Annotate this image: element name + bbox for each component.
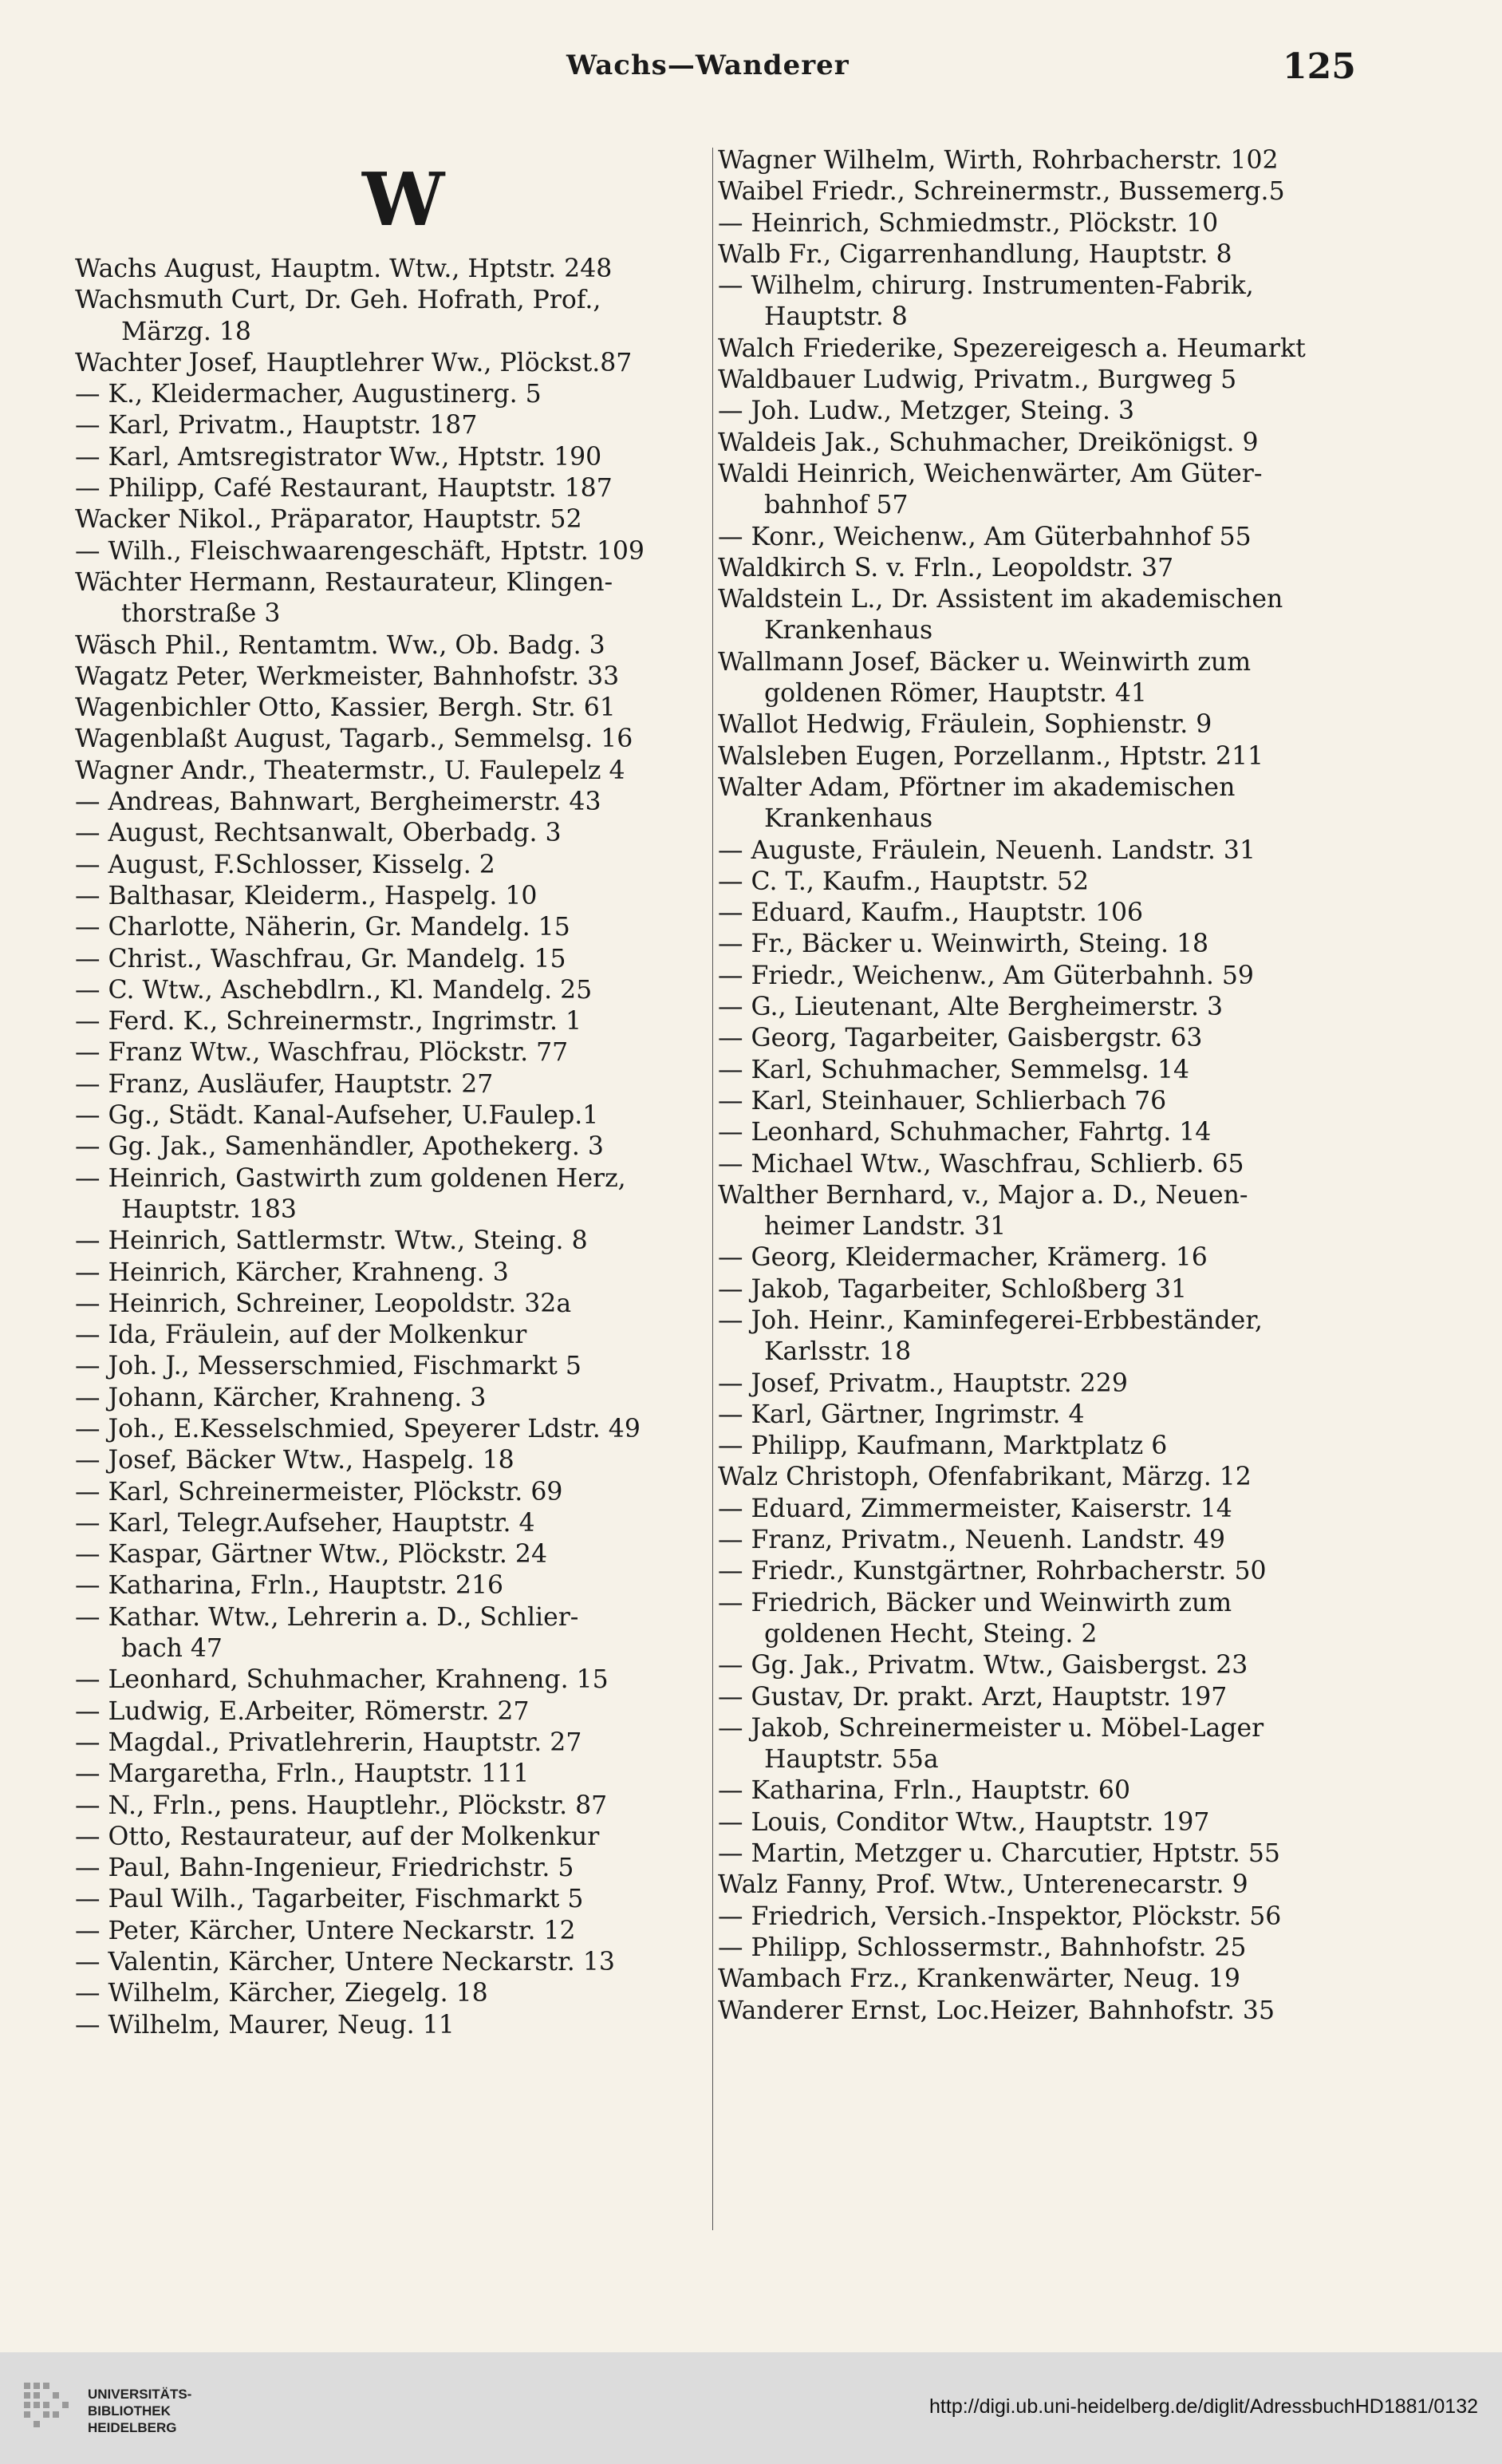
page-number: 125 [1283,46,1356,87]
directory-entry: Walz Christoph, Ofenfabrikant, Märzg. 12 [718,1463,1252,1492]
directory-entry: — C. T., Kaufm., Hauptstr. 52 [718,867,1089,896]
directory-entry: — Johann, Kärcher, Krahneng. 3 [75,1383,487,1412]
directory-entry: Wagenbichler Otto, Kassier, Bergh. Str. 61 [75,693,616,723]
directory-entry: Wächter Hermann, Restaurateur, Klingen- [75,567,613,597]
directory-entry: — Auguste, Fräulein, Neuenh. Landstr. 31 [718,835,1256,865]
directory-entry: — August, Rechtsanwalt, Oberbadg. 3 [75,819,562,848]
directory-entry: — Franz, Ausläufer, Hauptstr. 27 [75,1069,494,1099]
directory-entry: — Magdal., Privatlehrerin, Hauptstr. 27 [75,1728,582,1757]
running-title: Wachs—Wanderer [566,49,850,81]
entry-continuation: Hauptstr. 55a [764,1745,939,1775]
directory-entry: Waldkirch S. v. Frln., Leopoldstr. 37 [718,553,1174,582]
directory-entry: — Konr., Weichenw., Am Güterbahnhof 55 [718,522,1252,551]
directory-entry: — Franz Wtw., Waschfrau, Plöckstr. 77 [75,1038,569,1068]
directory-entry: Wanderer Ernst, Loc.Heizer, Bahnhofstr. 35 [718,1996,1275,2025]
directory-entry: — Louis, Conditor Wtw., Hauptstr. 197 [718,1807,1210,1837]
directory-entry: Walsleben Eugen, Porzellanm., Hptstr. 211 [718,741,1264,771]
directory-entry: — Eduard, Kaufm., Hauptstr. 106 [718,898,1144,928]
entry-continuation: heimer Landstr. 31 [764,1212,1007,1242]
directory-entry: — Heinrich, Schreiner, Leopoldstr. 32a [75,1289,572,1318]
directory-entry: — Joh. Heinr., Kaminfegerei-Erbbeständer, [718,1305,1263,1335]
directory-entry: — Jakob, Schreinermeister u. Möbel-Lager [718,1713,1264,1743]
directory-entry: — C. Wtw., Aschebdlrn., Kl. Mandelg. 25 [75,975,593,1005]
directory-entry: — August, F.Schlosser, Kisselg. 2 [75,850,495,879]
entry-continuation: Hauptstr. 8 [764,302,908,332]
entry-continuation: Märzg. 18 [121,317,251,346]
directory-entry: — Otto, Restaurateur, auf der Molkenkur [75,1822,600,1851]
directory-entry: — Paul Wilh., Tagarbeiter, Fischmarkt 5 [75,1885,584,1914]
directory-entry: — Katharina, Frln., Hauptstr. 216 [75,1571,504,1601]
section-initial: W [362,156,445,243]
directory-entry: Wagatz Peter, Werkmeister, Bahnhofstr. 33 [75,661,620,691]
directory-entry: Waibel Friedr., Schreinermstr., Bussemerg.5 [718,177,1285,207]
directory-entry: — Karl, Amtsregistrator Ww., Hptstr. 190 [75,442,602,472]
directory-entry: — Ferd. K., Schreinermstr., Ingrimstr. 1 [75,1007,582,1037]
directory-entry: Walther Bernhard, v., Major a. D., Neuen- [718,1180,1248,1210]
directory-entry: — Heinrich, Sattlermstr. Wtw., Steing. 8 [75,1226,588,1256]
entry-continuation: Krankenhaus [764,616,933,646]
directory-entry: — Georg, Tagarbeiter, Gaisbergstr. 63 [718,1024,1203,1053]
directory-entry: — Wilhelm, Kärcher, Ziegelg. 18 [75,1979,488,2008]
entry-continuation: goldenen Römer, Hauptstr. 41 [764,679,1147,709]
directory-entry: — Valentin, Kärcher, Untere Neckarstr. 13 [75,1948,615,1977]
column-divider [712,148,713,2230]
directory-entry: Wambach Frz., Krankenwärter, Neug. 19 [718,1964,1240,1994]
entry-continuation: goldenen Hecht, Steing. 2 [764,1619,1098,1649]
directory-entry: — Philipp, Kaufmann, Marktplatz 6 [718,1431,1168,1461]
directory-entry: — Gg. Jak., Privatm. Wtw., Gaisbergst. 23 [718,1651,1248,1680]
directory-entry: Wallmann Josef, Bäcker u. Weinwirth zum [718,647,1252,677]
entry-continuation: bach 47 [121,1634,223,1664]
entry-continuation: bahnhof 57 [764,491,909,520]
library-name [88,2386,191,2436]
left-entry-list [75,254,707,2041]
right-column [718,145,1361,2027]
directory-entry: — K., Kleidermacher, Augustinerg. 5 [75,380,542,409]
directory-entry: — G., Lieutenant, Alte Bergheimerstr. 3 [718,993,1224,1022]
directory-entry: — Wilh., Fleischwaarengeschäft, Hptstr. 109 [75,536,645,566]
directory-entry: — Joh. J., Messerschmied, Fischmarkt 5 [75,1352,581,1381]
directory-entry: — Ida, Fräulein, auf der Molkenkur [75,1321,527,1350]
directory-entry: Wachs August, Hauptm. Wtw., Hptstr. 248 [75,255,613,283]
directory-entry: Waldbauer Ludwig, Privatm., Burgweg 5 [718,365,1237,395]
directory-entry: — Wilhelm, chirurg. Instrumenten-Fabrik, [718,271,1254,301]
directory-entry: — Michael Wtw., Waschfrau, Schlierb. 65 [718,1149,1244,1179]
directory-entry: — Georg, Kleidermacher, Krämerg. 16 [718,1243,1208,1273]
library-logo-icon [21,2379,77,2438]
directory-entry: Wachter Josef, Hauptlehrer Ww., Plöckst.87 [75,348,633,377]
directory-entry: — Karl, Schreinermeister, Plöckstr. 69 [75,1477,563,1506]
directory-entry: — Joh., E.Kesselschmied, Speyerer Ldstr. 49 [75,1414,641,1443]
directory-entry: Waldi Heinrich, Weichenwärter, Am Güter- [718,459,1263,488]
source-url-link[interactable]: http://digi.ub.uni-heidelberg.de/diglit/AdressbuchHD1881/0132 [929,2395,1478,2418]
directory-entry: — Kaspar, Gärtner Wtw., Plöckstr. 24 [75,1540,548,1570]
directory-entry: — Friedr., Kunstgärtner, Rohrbacherstr. 50 [718,1557,1267,1586]
directory-entry: — Kathar. Wtw., Lehrerin a. D., Schlier- [75,1602,579,1632]
directory-entry: Wallot Hedwig, Fräulein, Sophienstr. 9 [718,710,1212,740]
directory-entry: Wagenblaßt August, Tagarb., Semmelsg. 16 [75,725,633,754]
directory-entry: — Wilhelm, Maurer, Neug. 11 [75,2010,455,2040]
directory-entry: Waldeis Jak., Schuhmacher, Dreikönigst. 9 [718,428,1259,457]
directory-entry: — Karl, Steinhauer, Schlierbach 76 [718,1086,1167,1116]
directory-entry: — Balthasar, Kleiderm., Haspelg. 10 [75,881,538,910]
directory-entry: — Heinrich, Kärcher, Krahneng. 3 [75,1258,509,1287]
directory-entry: — Peter, Kärcher, Untere Neckarstr. 12 [75,1916,576,1945]
entry-continuation: thorstraße 3 [121,599,281,629]
directory-entry: — Josef, Privatm., Hauptstr. 229 [718,1368,1128,1398]
library-name-line: UNIVERSITÄTS- [88,2387,192,2402]
directory-entry: — Gg. Jak., Samenhändler, Apothekerg. 3 [75,1132,604,1162]
directory-entry: — Paul, Bahn-Ingenieur, Friedrichstr. 5 [75,1854,574,1883]
directory-entry: — Fr., Bäcker u. Weinwirth, Steing. 18 [718,930,1209,959]
directory-entry: — Friedr., Weichenw., Am Güterbahnh. 59 [718,961,1254,990]
directory-entry: — Karl, Telegr.Aufseher, Hauptstr. 4 [75,1508,535,1538]
directory-entry: Waldstein L., Dr. Assistent im akademischen [718,585,1283,614]
directory-entry: — N., Frln., pens. Hauptlehr., Plöckstr. 87 [75,1791,608,1820]
directory-entry: — Heinrich, Schmiedmstr., Plöckstr. 10 [718,208,1219,238]
directory-entry: — Leonhard, Schuhmacher, Fahrtg. 14 [718,1118,1212,1147]
directory-entry: Walch Friederike, Spezereigesch a. Heumarkt [718,334,1306,363]
directory-entry: — Gustav, Dr. prakt. Arzt, Hauptstr. 197 [718,1682,1228,1712]
entry-continuation: Hauptstr. 183 [121,1194,297,1224]
directory-entry: — Philipp, Café Restaurant, Hauptstr. 187 [75,474,613,503]
right-entry-list [718,145,1361,2027]
library-name-line: BIBLIOTHEK [88,2403,171,2419]
library-name-line: HEIDELBERG [88,2420,177,2435]
directory-entry: — Gg., Städt. Kanal-Aufseher, U.Faulep.1 [75,1101,599,1131]
directory-entry: — Josef, Bäcker Wtw., Haspelg. 18 [75,1446,514,1475]
directory-entry: — Andreas, Bahnwart, Bergheimerstr. 43 [75,788,601,817]
directory-entry: — Karl, Schuhmacher, Semmelsg. 14 [718,1055,1190,1084]
directory-entry: Walz Fanny, Prof. Wtw., Unterenecarstr. 9 [718,1870,1248,1900]
directory-entry: Wagner Andr., Theatermstr., U. Faulepelz 4 [75,756,625,785]
entry-continuation: Krankenhaus [764,804,933,834]
directory-entry: — Margaretha, Frln., Hauptstr. 111 [75,1759,530,1789]
directory-entry: — Ludwig, E.Arbeiter, Römerstr. 27 [75,1696,530,1726]
directory-entry: — Katharina, Frln., Hauptstr. 60 [718,1776,1130,1806]
directory-entry: — Joh. Ludw., Metzger, Steing. 3 [718,397,1135,426]
directory-entry: Walter Adam, Pförtner im akademischen [718,772,1236,802]
directory-entry: — Martin, Metzger u. Charcutier, Hptstr. 55 [718,1839,1280,1869]
directory-entry: — Karl, Gärtner, Ingrimstr. 4 [718,1400,1085,1429]
directory-entry: Walb Fr., Cigarrenhandlung, Hauptstr. 8 [718,239,1232,269]
directory-entry: — Philipp, Schlossermstr., Bahnhofstr. 25 [718,1933,1247,1962]
directory-entry: Wachsmuth Curt, Dr. Geh. Hofrath, Prof., [75,286,601,315]
directory-entry: — Heinrich, Gastwirth zum goldenen Herz, [75,1163,626,1193]
digitization-footer [0,2352,1502,2464]
directory-entry: — Friedrich, Bäcker und Weinwirth zum [718,1588,1232,1617]
running-head [0,46,1502,91]
directory-entry: — Charlotte, Näherin, Gr. Mandelg. 15 [75,913,570,942]
directory-entry: — Eduard, Zimmermeister, Kaiserstr. 14 [718,1494,1232,1523]
directory-entry: — Karl, Privatm., Hauptstr. 187 [75,411,478,440]
directory-entry: Wagner Wilhelm, Wirth, Rohrbacherstr. 102 [718,146,1279,175]
directory-entry: — Christ., Waschfrau, Gr. Mandelg. 15 [75,944,566,973]
directory-entry: — Leonhard, Schuhmacher, Krahneng. 15 [75,1665,609,1695]
directory-entry: — Friedrich, Versich.-Inspektor, Plöckstr. 56 [718,1901,1282,1931]
directory-entry: Wacker Nikol., Präparator, Hauptstr. 52 [75,505,582,535]
directory-entry: — Jakob, Tagarbeiter, Schloßberg 31 [718,1274,1188,1304]
directory-entry: — Franz, Privatm., Neuenh. Landstr. 49 [718,1526,1225,1555]
left-column [75,145,707,2041]
entry-continuation: Karlsstr. 18 [764,1337,912,1367]
directory-entry: Wäsch Phil., Rentamtm. Ww., Ob. Badg. 3 [75,630,605,660]
